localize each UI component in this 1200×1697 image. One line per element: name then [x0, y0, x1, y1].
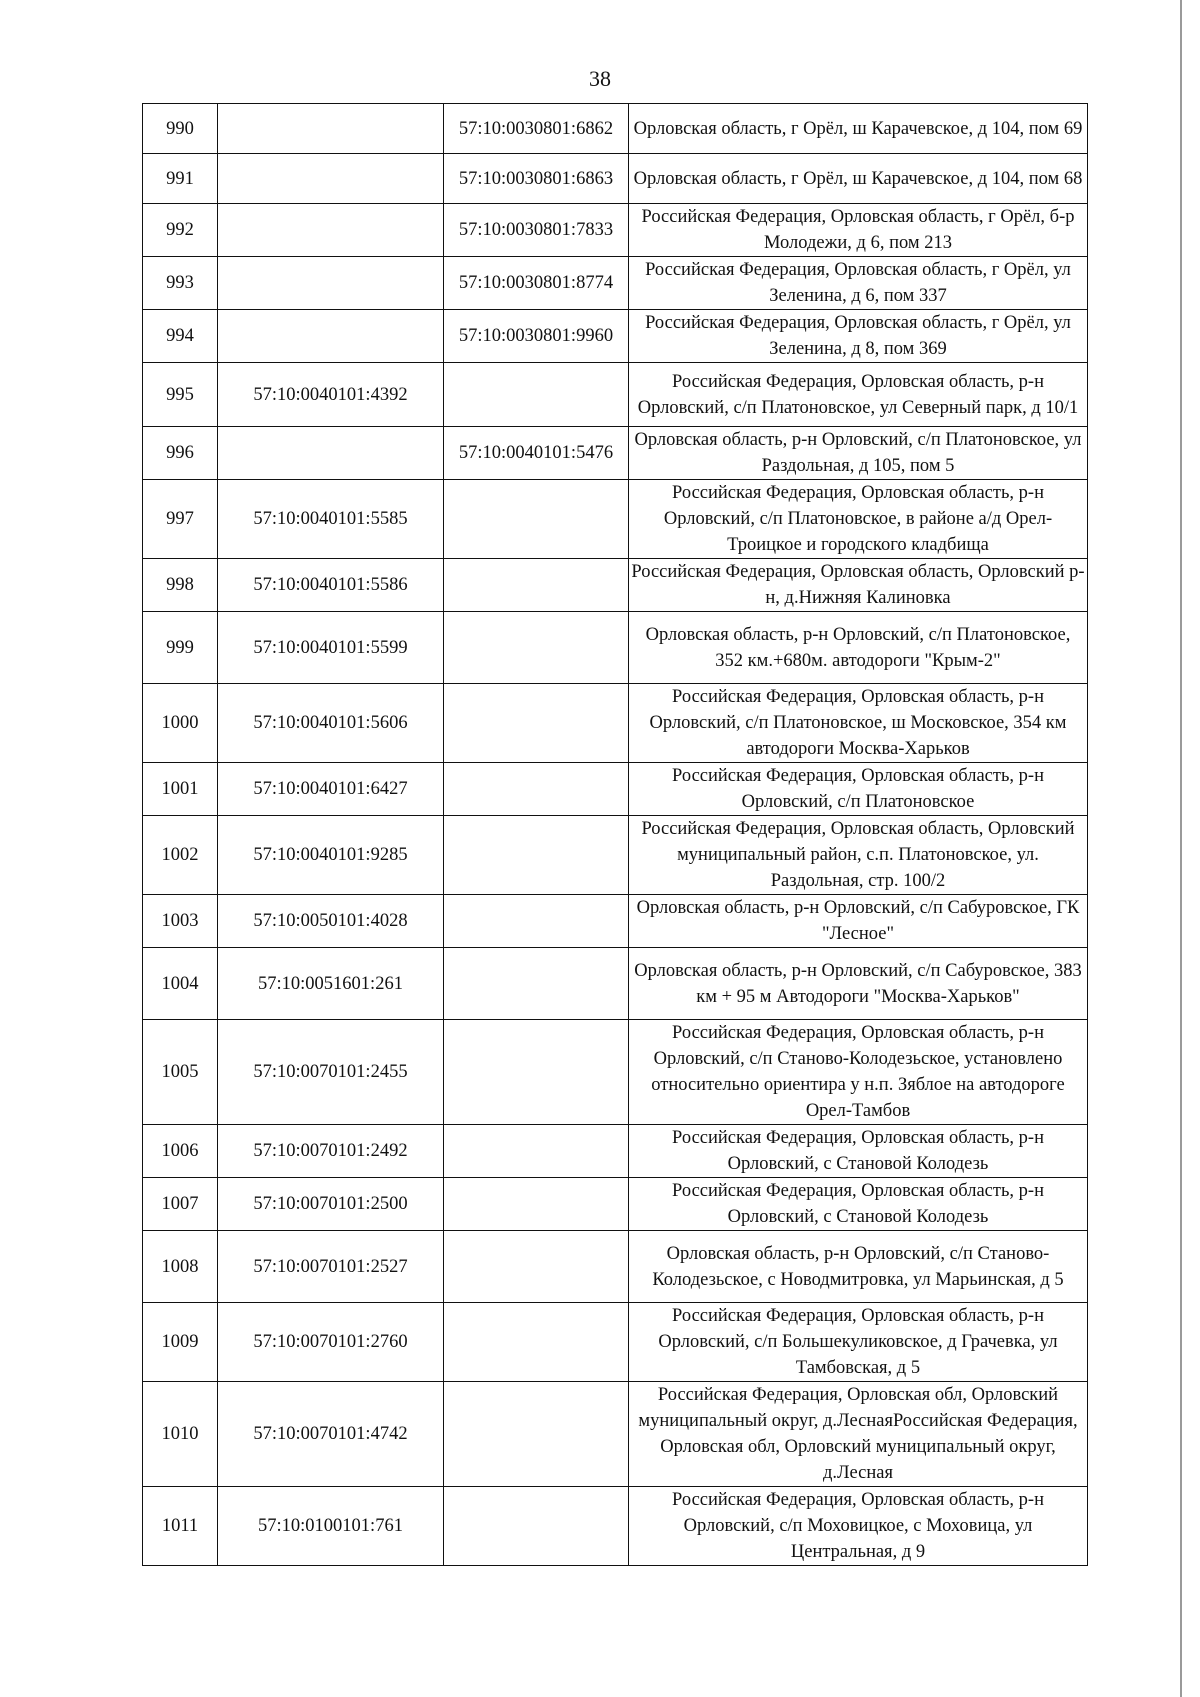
cadastral-number-cell — [218, 204, 444, 257]
premises-cadastral-number-cell — [444, 1303, 629, 1382]
cadastral-number-cell: 57:10:0040101:5585 — [218, 480, 444, 559]
address-cell: Орловская область, г Орёл, ш Карачевское, д 104, пом 69 — [629, 104, 1088, 154]
premises-cadastral-number-cell: 57:10:0030801:6862 — [444, 104, 629, 154]
address-cell: Орловская область, г Орёл, ш Карачевское, д 104, пом 68 — [629, 154, 1088, 204]
cadastral-number-cell — [218, 154, 444, 204]
address-cell: Российская Федерация, Орловская область, р-н Орловский, с/п Станово-Колодезьское, установлено относительно ориентира у н.п. Зяблое на автодороге Орел-Тамбов — [629, 1020, 1088, 1125]
table-row — [143, 816, 1088, 895]
premises-cadastral-number-cell — [444, 363, 629, 427]
row-number-cell: 995 — [143, 363, 218, 427]
address-cell: Российская Федерация, Орловская область, г Орёл, ул Зеленина, д 8, пом 369 — [629, 310, 1088, 363]
address-cell: Российская Федерация, Орловская область, р-н Орловский, с/п Моховицкое, с Моховица, ул Центральная, д 9 — [629, 1487, 1088, 1566]
cadastral-number-cell: 57:10:0100101:761 — [218, 1487, 444, 1566]
cadastral-number-cell: 57:10:0070101:2527 — [218, 1231, 444, 1303]
cadastral-number-cell: 57:10:0040101:6427 — [218, 763, 444, 816]
premises-cadastral-number-cell — [444, 1178, 629, 1231]
row-number-cell: 1005 — [143, 1020, 218, 1125]
premises-cadastral-number-cell — [444, 1487, 629, 1566]
cadastral-number-cell: 57:10:0040101:5599 — [218, 612, 444, 684]
table-row — [143, 1231, 1088, 1303]
cadastral-number-cell — [218, 104, 444, 154]
premises-cadastral-number-cell — [444, 1231, 629, 1303]
address-cell: Российская Федерация, Орловская область, р-н Орловский, с Становой Колодезь — [629, 1178, 1088, 1231]
premises-cadastral-number-cell: 57:10:0030801:8774 — [444, 257, 629, 310]
table-row — [143, 154, 1088, 204]
cadastral-number-cell — [218, 427, 444, 480]
row-number-cell: 1009 — [143, 1303, 218, 1382]
premises-cadastral-number-cell — [444, 612, 629, 684]
cadastral-number-cell: 57:10:0040101:4392 — [218, 363, 444, 427]
table-row — [143, 480, 1088, 559]
cadastral-number-cell — [218, 257, 444, 310]
row-number-cell: 998 — [143, 559, 218, 612]
cadastral-number-cell: 57:10:0070101:2455 — [218, 1020, 444, 1125]
premises-cadastral-number-cell — [444, 816, 629, 895]
premises-cadastral-number-cell — [444, 1382, 629, 1487]
row-number-cell: 1004 — [143, 948, 218, 1020]
page-number: 38 — [589, 66, 611, 91]
table-row — [143, 363, 1088, 427]
address-cell: Российская Федерация, Орловская область, г Орёл, б-р Молодежи, д 6, пом 213 — [629, 204, 1088, 257]
row-number-cell: 1010 — [143, 1382, 218, 1487]
page-edge-line — [1180, 0, 1182, 1697]
table-row — [143, 559, 1088, 612]
table-row — [143, 895, 1088, 948]
table-row — [143, 763, 1088, 816]
address-cell: Российская Федерация, Орловская область, р-н Орловский, с/п Платоновское, в районе а/д Орел-Троицкое и городского кладбища — [629, 480, 1088, 559]
premises-cadastral-number-cell: 57:10:0030801:9960 — [444, 310, 629, 363]
cadastral-number-cell: 57:10:0051601:261 — [218, 948, 444, 1020]
cadastral-number-cell: 57:10:0070101:4742 — [218, 1382, 444, 1487]
registry-table — [142, 103, 1088, 1566]
row-number-cell: 997 — [143, 480, 218, 559]
table-row — [143, 204, 1088, 257]
row-number-cell: 1006 — [143, 1125, 218, 1178]
premises-cadastral-number-cell — [444, 480, 629, 559]
row-number-cell: 999 — [143, 612, 218, 684]
row-number-cell: 992 — [143, 204, 218, 257]
table-row — [143, 1303, 1088, 1382]
row-number-cell: 1002 — [143, 816, 218, 895]
row-number-cell: 1000 — [143, 684, 218, 763]
cadastral-number-cell: 57:10:0040101:5606 — [218, 684, 444, 763]
cadastral-number-cell: 57:10:0050101:4028 — [218, 895, 444, 948]
cadastral-number-cell: 57:10:0070101:2492 — [218, 1125, 444, 1178]
cadastral-number-cell: 57:10:0070101:2760 — [218, 1303, 444, 1382]
address-cell: Орловская область, р-н Орловский, с/п Станово-Колодезьское, с Новодмитровка, ул Марьинская, д 5 — [629, 1231, 1088, 1303]
table-row — [143, 310, 1088, 363]
table-row — [143, 257, 1088, 310]
premises-cadastral-number-cell — [444, 1020, 629, 1125]
cadastral-number-cell: 57:10:0070101:2500 — [218, 1178, 444, 1231]
row-number-cell: 991 — [143, 154, 218, 204]
row-number-cell: 996 — [143, 427, 218, 480]
premises-cadastral-number-cell — [444, 1125, 629, 1178]
premises-cadastral-number-cell — [444, 559, 629, 612]
premises-cadastral-number-cell: 57:10:0040101:5476 — [444, 427, 629, 480]
table-row — [143, 948, 1088, 1020]
premises-cadastral-number-cell — [444, 684, 629, 763]
row-number-cell: 1007 — [143, 1178, 218, 1231]
table-row — [143, 1382, 1088, 1487]
address-cell: Орловская область, р-н Орловский, с/п Сабуровское, 383 км + 95 м Автодороги "Москва-Харьков" — [629, 948, 1088, 1020]
address-cell: Орловская область, р-н Орловский, с/п Платоновское, 352 км.+680м. автодороги "Крым-2" — [629, 612, 1088, 684]
row-number-cell: 1008 — [143, 1231, 218, 1303]
row-number-cell: 1001 — [143, 763, 218, 816]
registry-table-body — [143, 104, 1088, 1566]
address-cell: Российская Федерация, Орловская область, Орловский муниципальный район, с.п. Платоновское, ул. Раздольная, стр. 100/2 — [629, 816, 1088, 895]
table-row — [143, 1487, 1088, 1566]
address-cell: Орловская область, р-н Орловский, с/п Сабуровское, ГК "Лесное" — [629, 895, 1088, 948]
address-cell: Российская Федерация, Орловская обл, Орловский муниципальный округ, д.ЛеснаяРоссийская Федерация, Орловская обл, Орловский муниципальный округ, д.Лесная — [629, 1382, 1088, 1487]
cadastral-number-cell: 57:10:0040101:5586 — [218, 559, 444, 612]
table-row — [143, 104, 1088, 154]
row-number-cell: 993 — [143, 257, 218, 310]
row-number-cell: 1011 — [143, 1487, 218, 1566]
address-cell: Российская Федерация, Орловская область, р-н Орловский, с/п Платоновское, ш Московское, 354 км автодороги Москва-Харьков — [629, 684, 1088, 763]
table-row — [143, 1020, 1088, 1125]
cadastral-number-cell: 57:10:0040101:9285 — [218, 816, 444, 895]
premises-cadastral-number-cell — [444, 763, 629, 816]
table-row — [143, 1178, 1088, 1231]
address-cell: Российская Федерация, Орловская область, Орловский р-н, д.Нижняя Калиновка — [629, 559, 1088, 612]
premises-cadastral-number-cell: 57:10:0030801:7833 — [444, 204, 629, 257]
premises-cadastral-number-cell — [444, 948, 629, 1020]
premises-cadastral-number-cell — [444, 895, 629, 948]
row-number-cell: 990 — [143, 104, 218, 154]
premises-cadastral-number-cell: 57:10:0030801:6863 — [444, 154, 629, 204]
table-row — [143, 612, 1088, 684]
row-number-cell: 1003 — [143, 895, 218, 948]
address-cell: Российская Федерация, Орловская область, р-н Орловский, с/п Платоновское — [629, 763, 1088, 816]
cadastral-number-cell — [218, 310, 444, 363]
address-cell: Российская Федерация, Орловская область, р-н Орловский, с Становой Колодезь — [629, 1125, 1088, 1178]
table-row — [143, 427, 1088, 480]
table-row — [143, 684, 1088, 763]
address-cell: Российская Федерация, Орловская область, р-н Орловский, с/п Платоновское, ул Северный парк, д 10/1 — [629, 363, 1088, 427]
address-cell: Орловская область, р-н Орловский, с/п Платоновское, ул Раздольная, д 105, пом 5 — [629, 427, 1088, 480]
address-cell: Российская Федерация, Орловская область, р-н Орловский, с/п Большекуликовское, д Грачевка, ул Тамбовская, д 5 — [629, 1303, 1088, 1382]
address-cell: Российская Федерация, Орловская область, г Орёл, ул Зеленина, д 6, пом 337 — [629, 257, 1088, 310]
table-row — [143, 1125, 1088, 1178]
row-number-cell: 994 — [143, 310, 218, 363]
